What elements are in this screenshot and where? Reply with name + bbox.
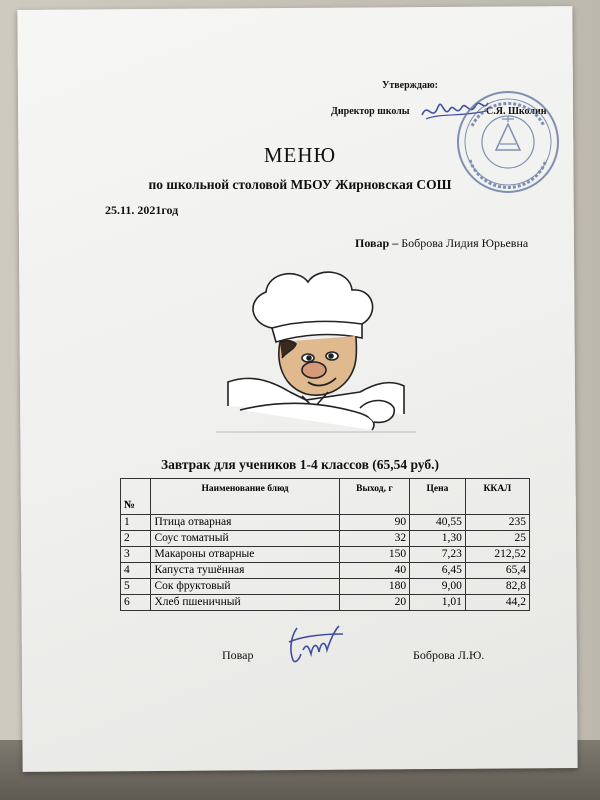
menu-table (120, 478, 530, 611)
row-num: 5 (121, 579, 151, 595)
header-name: Наименование блюд (151, 479, 339, 515)
row-kcal: 25 (465, 531, 529, 547)
row-name: Капуста тушённая (151, 563, 339, 579)
director-label: Директор школы (331, 106, 410, 117)
row-output: 180 (339, 579, 409, 595)
row-price: 1,01 (410, 595, 466, 611)
row-kcal: 235 (465, 515, 529, 531)
table-row (121, 531, 530, 547)
header-kcal: ККАЛ (465, 479, 529, 515)
row-num: 3 (121, 547, 151, 563)
menu-date: 25.11. 2021год (105, 203, 179, 217)
cook-signature-icon (283, 620, 353, 668)
table-row (121, 547, 530, 563)
row-num: 4 (121, 563, 151, 579)
row-name: Сок фруктовый (151, 579, 339, 595)
footer-cook-label: Повар (222, 648, 254, 662)
row-name: Соус томатный (151, 531, 339, 547)
row-output: 90 (339, 515, 409, 531)
row-num: 1 (121, 515, 151, 531)
chef-illustration-icon (210, 262, 422, 434)
row-price: 6,45 (410, 563, 466, 579)
row-output: 150 (339, 547, 409, 563)
row-price: 40,55 (410, 515, 466, 531)
cook-line (355, 236, 528, 251)
row-price: 7,23 (410, 547, 466, 563)
table-row (121, 563, 530, 579)
row-num: 6 (121, 595, 151, 611)
row-name: Хлеб пшеничный (151, 595, 339, 611)
header-output: Выход, г (339, 479, 409, 515)
cook-label: Повар – (355, 236, 399, 250)
table-row (121, 579, 530, 595)
header-price: Цена (410, 479, 466, 515)
header-num: № (121, 479, 151, 515)
row-num: 2 (121, 531, 151, 547)
row-kcal: 65,4 (465, 563, 529, 579)
row-kcal: 44,2 (465, 595, 529, 611)
row-name: Птица отварная (151, 515, 339, 531)
table-header-row (121, 479, 530, 515)
footer-cook-name: Боброва Л.Ю. (413, 648, 485, 662)
director-name: С.Я. Школин (486, 106, 547, 117)
row-output: 20 (339, 595, 409, 611)
table-row (121, 595, 530, 611)
row-name: Макароны отварные (151, 547, 339, 563)
row-price: 9,00 (410, 579, 466, 595)
meal-title: Завтрак для учеников 1-4 классов (65,54 руб.) (160, 457, 439, 472)
table-row (121, 515, 530, 531)
row-output: 32 (339, 531, 409, 547)
row-kcal: 82,8 (465, 579, 529, 595)
approval-label: Утверждаю: (382, 80, 438, 91)
row-kcal: 212,52 (465, 547, 529, 563)
page-title: МЕНЮ (263, 143, 337, 167)
row-price: 1,30 (410, 531, 466, 547)
row-output: 40 (339, 563, 409, 579)
cook-name: Боброва Лидия Юрьевна (401, 236, 529, 250)
page-subtitle: по школьной столовой МБОУ Жирновская СОШ (148, 177, 452, 192)
